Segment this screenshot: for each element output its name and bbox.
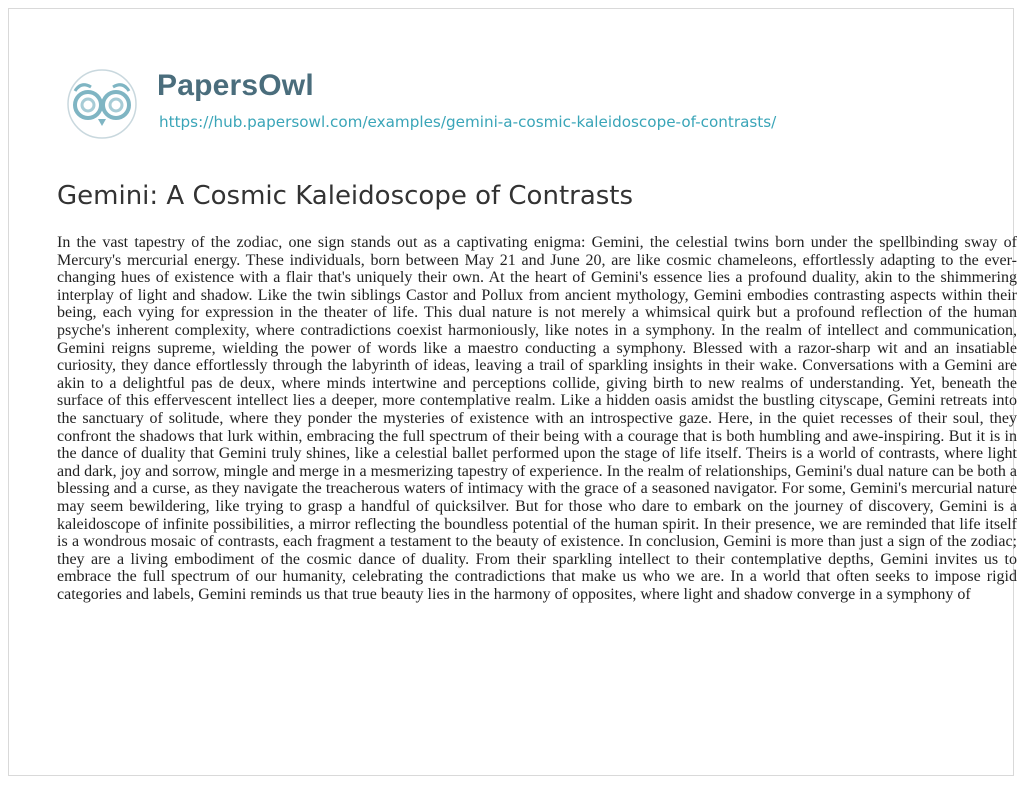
article-body: In the vast tapestry of the zodiac, one sign stands out as a captivating enigma: Gemini, the celestial twins born under the spellbinding sway of Mercury's mercurial energy. These individuals, born between May 21 and June 20, are like cosmic chameleons, effortlessly adapting to the ever-changing hues of existence with a flair that's uniquely their own. At the heart of Gemini's essence lies a profound duality, akin to the shimmering interplay of light and shadow. Like the twin siblings Castor and Pollux from ancient mythology, Gemini embodies contrasting aspects within their being, each vying for expression in the theater of life. This dual nature is not merely a whimsical quirk but a profound reflection of the human psyche's inherent complexity, where contradictions coexist harmoniously, like notes in a symphony. In the realm of intellect and communication, Gemini reigns supreme, wielding the power of words like a maestro conducting a symphony. Blessed with a razor-sharp wit and an insatiable curiosity, they dance effortlessly through the labyrinth of ideas, leaving a trail of sparkling insights in their wake. Conversations with a Gemini are akin to a delightful pas de deux, where minds intertwine and perceptions collide, giving birth to new realms of understanding. Yet, beneath the surface of this effervescent intellect lies a deeper, more contemplative realm. Like a hidden oasis amidst the bustling cityscape, Gemini retreats into the sanctuary of solitude, where they ponder the mysteries of existence with an introspective gaze. Here, in the quiet recesses of their soul, they confront the shadows that lurk within, embracing the full spectrum of their being with a courage that is both humbling and awe-inspiring. But it is in the dance of duality that Gemini truly shines, like a celestial ballet performed upon the stage of life itself. Theirs is a world of contrasts, where light and dark, joy and sorrow, mingle and merge in a mesmerizing tapestry of experience. In the realm of relationships, Gemini's dual nature can be both a blessing and a curse, as they navigate the treacherous waters of intimacy with the grace of a seasoned navigator. For some, Gemini's mercurial nature may seem bewildering, like trying to grasp a handful of quicksilver. But for those who dare to embark on the journey of discovery, Gemini is a kaleidoscope of infinite possibilities, a mirror reflecting the boundless potential of the human spirit. In their presence, we are reminded that life itself is a wondrous mosaic of contrasts, each fragment a testament to the beauty of existence. In conclusion, Gemini is more than just a sign of the zodiac; they are a living embodiment of the cosmic dance of duality. From their sparkling intellect to their contemplative depths, Gemini invites us to embrace the full spectrum of our humanity, celebrating the contradictions that make us who we are. In a world that often seeks to impose rigid categories and labels, Gemini reminds us that true beauty lies in the harmony of opposites, where light and shadow converge in a symphony of — [57, 234, 1017, 603]
article-url-link[interactable]: https://hub.papersowl.com/examples/gemini-a-cosmic-kaleidoscope-of-contrasts/ — [159, 113, 777, 131]
brand-name[interactable]: PapersOwl — [157, 69, 314, 102]
page-title: Gemini: A Cosmic Kaleidoscope of Contrasts — [57, 181, 634, 211]
page-frame — [8, 8, 1017, 776]
site-header — [57, 69, 1017, 149]
owl-logo-icon — [57, 69, 147, 139]
